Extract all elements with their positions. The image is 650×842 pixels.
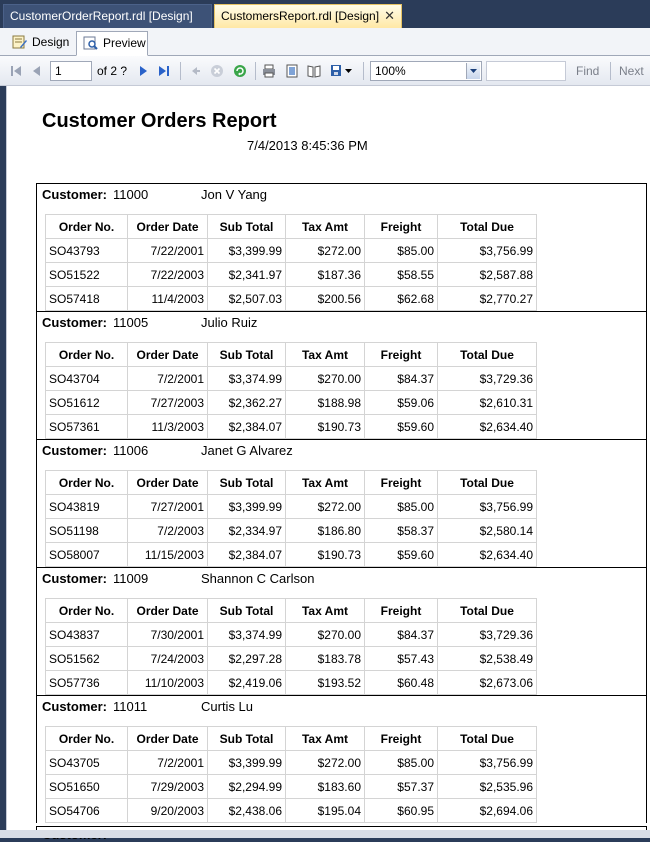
table-cell: $2,384.07 bbox=[208, 543, 286, 567]
table-cell: $200.56 bbox=[286, 287, 365, 311]
last-page-icon[interactable] bbox=[157, 64, 171, 78]
customer-id: 11006 bbox=[113, 443, 149, 458]
table-cell: $2,673.06 bbox=[438, 671, 537, 695]
customer-id: 11005 bbox=[113, 315, 149, 330]
column-header: Order Date bbox=[128, 471, 208, 495]
column-header: Order Date bbox=[128, 343, 208, 367]
first-page-icon[interactable] bbox=[9, 64, 23, 78]
table-cell: $59.06 bbox=[365, 391, 438, 415]
table-cell: 7/27/2001 bbox=[128, 495, 208, 519]
table-cell: $3,756.99 bbox=[438, 495, 537, 519]
table-cell: 7/2/2001 bbox=[128, 751, 208, 775]
column-header: Sub Total bbox=[208, 471, 286, 495]
customer-name: Curtis Lu bbox=[201, 699, 254, 714]
table-cell: $193.52 bbox=[286, 671, 365, 695]
column-header: Tax Amt bbox=[286, 471, 365, 495]
table-header-row bbox=[46, 215, 537, 239]
find-input[interactable] bbox=[486, 61, 566, 81]
table-cell: $195.04 bbox=[286, 799, 365, 823]
table-cell: $188.98 bbox=[286, 391, 365, 415]
column-header: Order No. bbox=[46, 727, 128, 751]
table-cell: 7/24/2003 bbox=[128, 647, 208, 671]
refresh-icon[interactable] bbox=[233, 64, 247, 78]
table-cell: $190.73 bbox=[286, 415, 365, 439]
table-cell: SO51650 bbox=[46, 775, 128, 799]
table-row bbox=[46, 799, 537, 823]
tab-preview[interactable] bbox=[76, 31, 148, 56]
table-cell: $186.80 bbox=[286, 519, 365, 543]
table-row bbox=[46, 367, 537, 391]
table-cell: 7/2/2003 bbox=[128, 519, 208, 543]
column-header: Tax Amt bbox=[286, 727, 365, 751]
column-header: Order No. bbox=[46, 343, 128, 367]
orders-table bbox=[45, 598, 537, 695]
table-cell: $2,634.40 bbox=[438, 543, 537, 567]
table-cell: $272.00 bbox=[286, 239, 365, 263]
table-cell: $3,756.99 bbox=[438, 239, 537, 263]
table-cell: $2,341.97 bbox=[208, 263, 286, 287]
table-row bbox=[46, 623, 537, 647]
customer-block bbox=[36, 311, 647, 439]
table-row bbox=[46, 391, 537, 415]
back-icon[interactable] bbox=[188, 64, 202, 78]
customer-name: Janet G Alvarez bbox=[201, 443, 293, 458]
table-cell: $58.55 bbox=[365, 263, 438, 287]
table-cell: $270.00 bbox=[286, 623, 365, 647]
table-cell: 7/2/2001 bbox=[128, 367, 208, 391]
table-cell: $3,729.36 bbox=[438, 367, 537, 391]
orders-table bbox=[45, 470, 537, 567]
table-cell: SO51522 bbox=[46, 263, 128, 287]
table-cell: SO58007 bbox=[46, 543, 128, 567]
customer-label: Customer: bbox=[42, 315, 108, 330]
table-row bbox=[46, 263, 537, 287]
table-cell: $2,694.06 bbox=[438, 799, 537, 823]
customer-name: Shannon C Carlson bbox=[201, 571, 315, 586]
customer-name: Julio Ruiz bbox=[201, 315, 258, 330]
column-header: Freight bbox=[365, 599, 438, 623]
tab-label: CustomersReport.rdl [Design] bbox=[221, 9, 380, 23]
table-cell: SO57736 bbox=[46, 671, 128, 695]
table-cell: $2,297.28 bbox=[208, 647, 286, 671]
table-cell: $57.43 bbox=[365, 647, 438, 671]
customer-block bbox=[36, 439, 647, 567]
export-icon[interactable] bbox=[330, 64, 344, 78]
chevron-down-icon[interactable] bbox=[345, 69, 352, 74]
status-bar bbox=[0, 830, 650, 838]
table-cell: $85.00 bbox=[365, 239, 438, 263]
column-header: Tax Amt bbox=[286, 215, 365, 239]
table-cell: 7/29/2003 bbox=[128, 775, 208, 799]
table-cell: SO51198 bbox=[46, 519, 128, 543]
table-header-row bbox=[46, 343, 537, 367]
toolbar-separator bbox=[255, 62, 256, 80]
column-header: Order Date bbox=[128, 599, 208, 623]
table-header-row bbox=[46, 599, 537, 623]
column-header: Sub Total bbox=[208, 215, 286, 239]
report-date: 7/4/2013 8:45:36 PM bbox=[247, 138, 368, 153]
table-cell: $2,580.14 bbox=[438, 519, 537, 543]
table-cell: $272.00 bbox=[286, 751, 365, 775]
table-cell: $60.95 bbox=[365, 799, 438, 823]
table-cell: $2,384.07 bbox=[208, 415, 286, 439]
table-cell: SO57418 bbox=[46, 287, 128, 311]
column-header: Total Due bbox=[438, 727, 537, 751]
table-cell: 11/15/2003 bbox=[128, 543, 208, 567]
next-button[interactable]: Next bbox=[619, 64, 644, 78]
table-cell: SO43705 bbox=[46, 751, 128, 775]
table-cell: 7/27/2003 bbox=[128, 391, 208, 415]
customer-label: Customer: bbox=[42, 699, 108, 714]
customer-block bbox=[36, 567, 647, 695]
customer-name: Jon V Yang bbox=[201, 187, 268, 202]
next-page-icon[interactable] bbox=[136, 64, 150, 78]
table-row bbox=[46, 671, 537, 695]
customer-label: Customer: bbox=[42, 443, 108, 458]
table-cell: $190.73 bbox=[286, 543, 365, 567]
column-header: Order Date bbox=[128, 215, 208, 239]
table-cell: $62.68 bbox=[365, 287, 438, 311]
page-count-label: of 2 ? bbox=[97, 64, 128, 78]
table-cell: $57.37 bbox=[365, 775, 438, 799]
column-header: Order No. bbox=[46, 599, 128, 623]
table-cell: 11/4/2003 bbox=[128, 287, 208, 311]
table-cell: $60.48 bbox=[365, 671, 438, 695]
zoom-dropdown[interactable] bbox=[370, 61, 482, 81]
table-cell: SO51562 bbox=[46, 647, 128, 671]
report-title: Customer Orders Report bbox=[42, 110, 277, 132]
tab-preview-label: Preview bbox=[103, 36, 146, 50]
table-row bbox=[46, 495, 537, 519]
table-cell: 11/10/2003 bbox=[128, 671, 208, 695]
table-row bbox=[46, 775, 537, 799]
table-cell: $3,399.99 bbox=[208, 751, 286, 775]
previous-page-icon[interactable] bbox=[30, 64, 44, 78]
table-cell: $2,770.27 bbox=[438, 287, 537, 311]
table-cell: $59.60 bbox=[365, 415, 438, 439]
table-row bbox=[46, 415, 537, 439]
customer-block bbox=[36, 695, 647, 823]
table-cell: 7/22/2001 bbox=[128, 239, 208, 263]
table-cell: $183.60 bbox=[286, 775, 365, 799]
table-cell: $2,535.96 bbox=[438, 775, 537, 799]
chevron-down-icon[interactable] bbox=[466, 63, 480, 79]
table-cell: SO43819 bbox=[46, 495, 128, 519]
table-row bbox=[46, 239, 537, 263]
table-cell: $3,374.99 bbox=[208, 367, 286, 391]
table-cell: SO43704 bbox=[46, 367, 128, 391]
table-cell: SO57361 bbox=[46, 415, 128, 439]
column-header: Order No. bbox=[46, 215, 128, 239]
column-header: Tax Amt bbox=[286, 343, 365, 367]
column-header: Total Due bbox=[438, 471, 537, 495]
design-icon bbox=[12, 35, 27, 49]
table-row bbox=[46, 751, 537, 775]
page-number-input[interactable]: 1 bbox=[50, 61, 92, 81]
zoom-value: 100% bbox=[375, 64, 406, 78]
customer-block bbox=[36, 183, 647, 311]
table-cell: 7/30/2001 bbox=[128, 623, 208, 647]
customer-id: 11009 bbox=[113, 571, 149, 586]
table-cell: $272.00 bbox=[286, 495, 365, 519]
column-header: Tax Amt bbox=[286, 599, 365, 623]
table-cell: $2,334.97 bbox=[208, 519, 286, 543]
table-cell: $2,438.06 bbox=[208, 799, 286, 823]
table-row bbox=[46, 647, 537, 671]
toolbar-separator bbox=[363, 62, 364, 80]
table-cell: $2,610.31 bbox=[438, 391, 537, 415]
table-cell: $3,399.99 bbox=[208, 239, 286, 263]
column-header: Order Date bbox=[128, 727, 208, 751]
table-cell: $2,294.99 bbox=[208, 775, 286, 799]
table-row bbox=[46, 543, 537, 567]
column-header: Order No. bbox=[46, 471, 128, 495]
column-header: Freight bbox=[365, 727, 438, 751]
table-cell: $2,634.40 bbox=[438, 415, 537, 439]
preview-icon bbox=[83, 36, 98, 50]
table-cell: $3,374.99 bbox=[208, 623, 286, 647]
table-cell: $3,756.99 bbox=[438, 751, 537, 775]
customer-id: 11000 bbox=[113, 187, 149, 202]
column-header: Total Due bbox=[438, 599, 537, 623]
table-cell: $2,362.27 bbox=[208, 391, 286, 415]
toolbar-separator bbox=[610, 62, 611, 80]
print-layout-icon[interactable] bbox=[285, 64, 299, 78]
table-cell: $2,587.88 bbox=[438, 263, 537, 287]
toolbar-separator bbox=[180, 62, 181, 80]
table-cell: $3,729.36 bbox=[438, 623, 537, 647]
table-row bbox=[46, 519, 537, 543]
table-cell: SO43793 bbox=[46, 239, 128, 263]
table-cell: 9/20/2003 bbox=[128, 799, 208, 823]
report-preview-canvas[interactable] bbox=[6, 86, 650, 830]
table-header-row bbox=[46, 727, 537, 751]
close-icon[interactable]: ✕ bbox=[384, 8, 395, 23]
tab-design-label: Design bbox=[32, 35, 70, 49]
tab-customer-order-report[interactable] bbox=[3, 4, 212, 28]
table-cell: $187.36 bbox=[286, 263, 365, 287]
print-icon[interactable] bbox=[262, 64, 276, 78]
table-cell: $270.00 bbox=[286, 367, 365, 391]
table-cell: $2,507.03 bbox=[208, 287, 286, 311]
orders-table bbox=[45, 726, 537, 823]
column-header: Freight bbox=[365, 343, 438, 367]
column-header: Freight bbox=[365, 215, 438, 239]
table-cell: $59.60 bbox=[365, 543, 438, 567]
column-header: Sub Total bbox=[208, 727, 286, 751]
table-cell: 11/3/2003 bbox=[128, 415, 208, 439]
tab-customers-report[interactable] bbox=[214, 4, 402, 28]
column-header: Sub Total bbox=[208, 599, 286, 623]
page-setup-icon[interactable] bbox=[307, 64, 321, 78]
table-cell: $84.37 bbox=[365, 623, 438, 647]
table-row bbox=[46, 287, 537, 311]
customer-id: 11011 bbox=[113, 699, 148, 714]
table-cell: 7/22/2003 bbox=[128, 263, 208, 287]
document-tab-strip bbox=[0, 0, 650, 28]
table-cell: SO43837 bbox=[46, 623, 128, 647]
table-cell: SO51612 bbox=[46, 391, 128, 415]
designer-subtab-bar bbox=[0, 28, 650, 56]
table-cell: $85.00 bbox=[365, 495, 438, 519]
customer-label: Customer: bbox=[42, 187, 108, 202]
stop-icon[interactable] bbox=[210, 64, 224, 78]
orders-table bbox=[45, 342, 537, 439]
report-viewer-toolbar bbox=[0, 56, 650, 86]
column-header: Sub Total bbox=[208, 343, 286, 367]
column-header: Total Due bbox=[438, 343, 537, 367]
find-button[interactable]: Find bbox=[576, 64, 600, 78]
table-cell: $85.00 bbox=[365, 751, 438, 775]
table-cell: SO54706 bbox=[46, 799, 128, 823]
tab-design[interactable] bbox=[6, 31, 74, 56]
table-cell: $183.78 bbox=[286, 647, 365, 671]
table-cell: $3,399.99 bbox=[208, 495, 286, 519]
table-cell: $2,419.06 bbox=[208, 671, 286, 695]
table-cell: $2,538.49 bbox=[438, 647, 537, 671]
column-header: Freight bbox=[365, 471, 438, 495]
orders-table bbox=[45, 214, 537, 311]
table-cell: $58.37 bbox=[365, 519, 438, 543]
table-cell: $84.37 bbox=[365, 367, 438, 391]
table-header-row bbox=[46, 471, 537, 495]
tab-label: CustomerOrderReport.rdl [Design] bbox=[10, 9, 193, 23]
customer-label: Customer: bbox=[42, 571, 108, 586]
column-header: Total Due bbox=[438, 215, 537, 239]
